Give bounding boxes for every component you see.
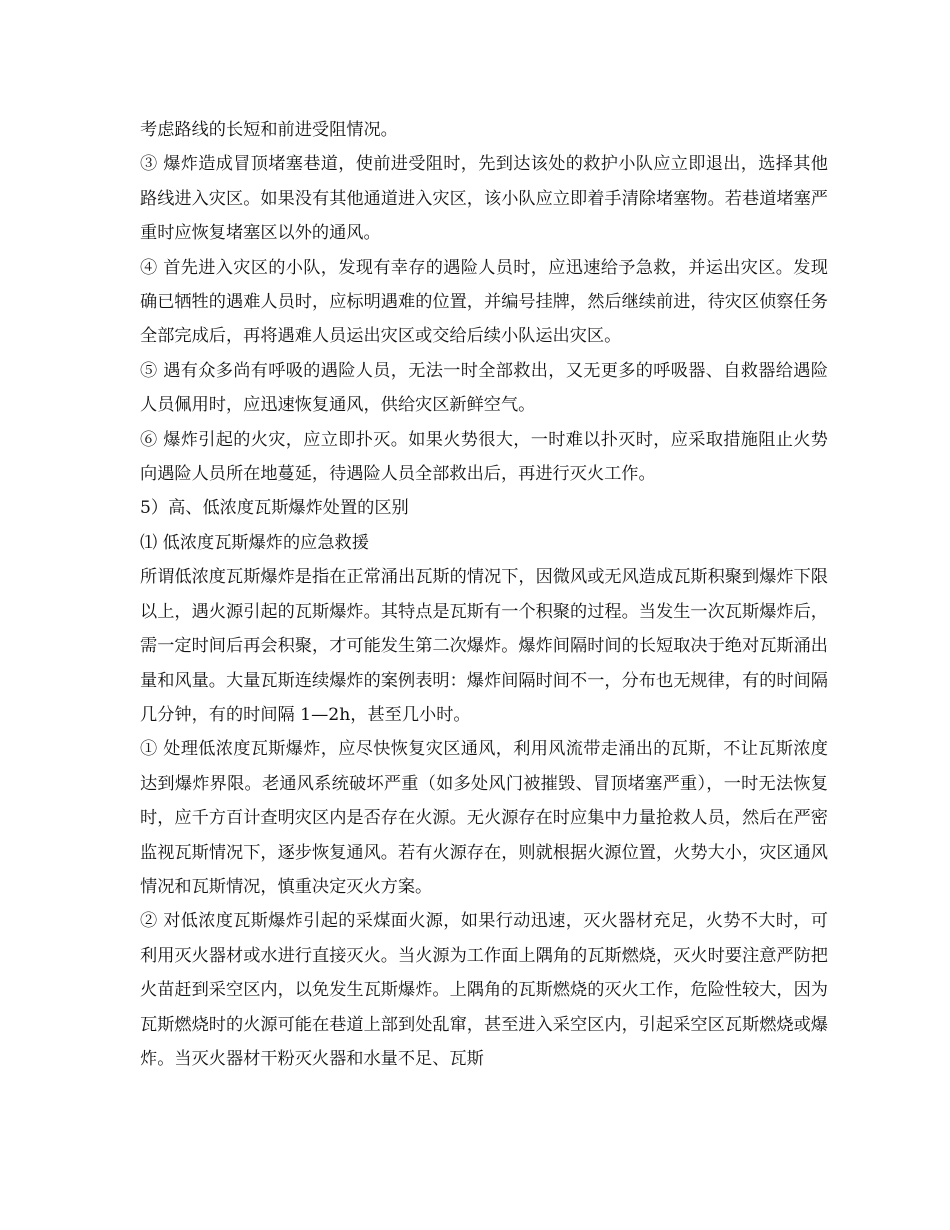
paragraph-item-5-breathing-victims: ⑤ 遇有众多尚有呼吸的遇险人员，无法一时全部救出，又无更多的呼吸器、自救器给遇险人员佩用时，应迅速恢复通风，供给灾区新鲜空气。 [140, 360, 828, 416]
paragraph-item-4-first-team: ④ 首先进入灾区的小队，发现有幸存的遇险人员时，应迅速给予急救，并运出灾区。发现确已牺牲的遇难人员时，应标明遇难的位置，并编号挂牌，然后继续前进，待灾区侦察任务全部完成后，再将遇难人员运出灾区或交给后续小队运出灾区。 [140, 257, 828, 347]
paragraph-route-continuation: 考虑路线的长短和前进受阻情况。 [140, 120, 398, 140]
paragraph-item-1-ventilation: ① 处理低浓度瓦斯爆炸，应尽快恢复灾区通风，利用风流带走涌出的瓦斯，不让瓦斯浓度达到爆炸界限。老通风系统破坏严重（如多处风门被摧毁、冒顶堵塞严重），一时无法恢复时，应千方百计查明灾区内是否存在火源。无火源存在时应集中力量抢救人员，然后在严密监视瓦斯情况下，逐步恢复通风。若有火源存在，则就根据火源位置，火势大小，灾区通风情况和瓦斯情况，慎重决定灭火方案。 [140, 739, 828, 897]
paragraph-item-6-fire: ⑥ 爆炸引起的火灾，应立即扑灭。如果火势很大，一时难以扑灭时，应采取措施阻止火势向遇险人员所在地蔓延，待遇险人员全部救出后，再进行灭火工作。 [140, 429, 828, 485]
subsection-heading-1: ⑴ 低浓度瓦斯爆炸的应急救援 [140, 532, 369, 553]
paragraph-item-2-coal-face-fire: ② 对低浓度瓦斯爆炸引起的采煤面火源，如果行动迅速，灭火器材充足，火势不大时，可利用灭火器材或水进行直接灭火。当火源为工作面上隅角的瓦斯燃烧，灭火时要注意严防把火苗赶到采空区内，以免发生瓦斯爆炸。上隅角的瓦斯燃烧的灭火工作，危险性较大，因为瓦斯燃烧时的火源可能在巷道上部到处乱窜，甚至进入采空区内，引起采空区瓦斯燃烧或爆炸。当灭火器材干粉灭火器和水量不足、瓦斯 [140, 911, 828, 1069]
paragraph-item-3-blocked-roadway: ③ 爆炸造成冒顶堵塞巷道，使前进受阻时，先到达该处的救护小队应立即退出，选择其他路线进入灾区。如果没有其他通道进入灾区，该小队应立即着手清除堵塞物。若巷道堵塞严重时应恢复堵塞区以外的通风。 [140, 154, 828, 244]
paragraph-low-concentration-definition: 所谓低浓度瓦斯爆炸是指在正常涌出瓦斯的情况下，因微风或无风造成瓦斯积聚到爆炸下限以上，遇火源引起的瓦斯爆炸。其特点是瓦斯有一个积聚的过程。当发生一次瓦斯爆炸后，需一定时间后再会积聚，才可能发生第二次爆炸。爆炸间隔时间的长短取决于绝对瓦斯涌出量和风量。大量瓦斯连续爆炸的案例表明：爆炸间隔时间不一，分布也无规律，有的时间隔几分钟，有的时间隔 1—2h，甚至几小时。 [140, 567, 828, 725]
section-heading-5: 5）高、低浓度瓦斯爆炸处置的区别 [140, 498, 409, 519]
document-body [140, 113, 828, 1076]
